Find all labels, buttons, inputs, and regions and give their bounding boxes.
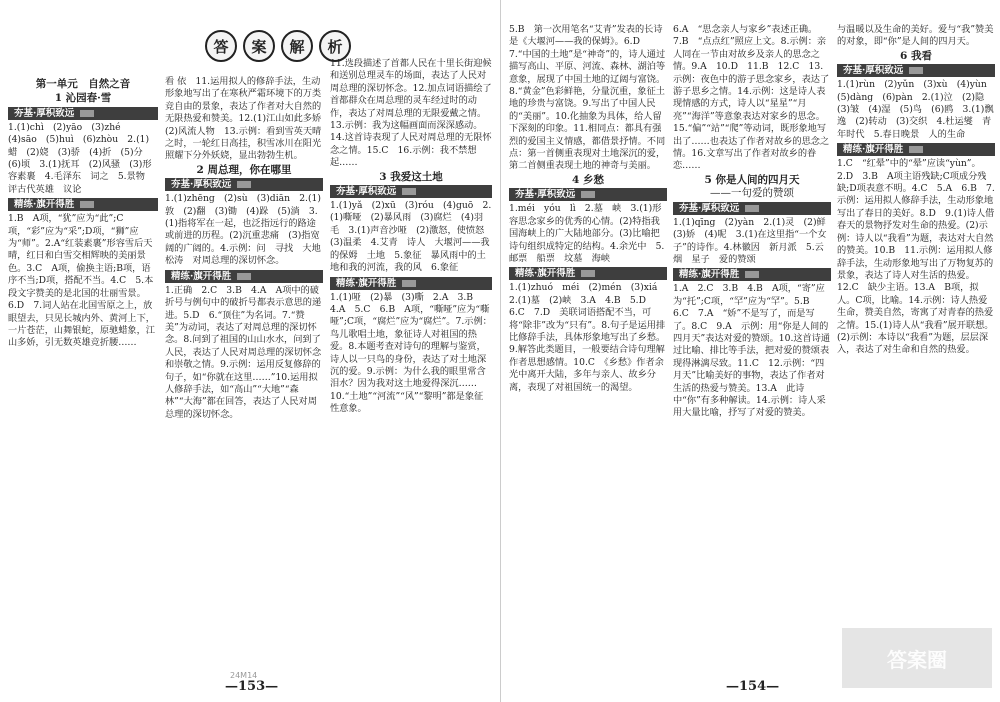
section-header: 精练·旗开得胜 [837, 143, 995, 156]
answer-text: 1.正确 2.C 3.B 4.A A项中的破折号与例句中的破折号都表示意思的递进。5.D 6.“顶住”为名词。7.“赞美”为动词，表达了对周总理的深切怀念。8.问到了祖国的山山水水，问到了人民，表达了人民对周总理的深切怀念和崇敬之情。9.示例：运用反复修辞的句子，如“你就在这里……”10.运用拟人修辞手法，如“高山”“大地”“森林”“大海”都在回答，表达了人民对周总理的深切怀念。 [165, 284, 322, 420]
answer-text: 1.(1)qīng (2)yàn 2.(1)灵 (2)鲜 (3)娇 (4)呢 3.(1)在这里指“一个女子”的诗作。4.林徽因 新月派 5.云烟 星子 爱的赞颂 [673, 216, 835, 265]
answer-text: 1.A 2.C 3.B 4.B A项，“寄”应为“托”;C项，“罕”应为“罕”。5.B 6.C 7.A “娇”不是写了，而是写了。8.C 9.A 示例：用“你是人间的四月天”表达对爱的赞颂。10.这首诗通过比喻、排比等手法，把对爱的赞颂表现得淋漓尽致。11.C 12.示例：“四月天”比喻美好的事物，表达了作者对生活的热爱与赞美。13.A 此诗中“你”有多种解读。14.示例：诗人采用大量比喻，抒写了对爱的赞美。 [673, 283, 831, 419]
section-header: 精练·旗开得胜 [673, 268, 831, 281]
answer-text: 1.B A项，“犹”应为“此”;C项，“彩”应为“采”;D项，“狮”应为“师”。2.A“红装素裹”形容雪后天晴，红日和白雪交相辉映的美丽景色。3.C A项，偷换主语;B项，语序不当;D项，搭配不当。4.C 5.本段文字赞美的是北国的壮丽雪景。6.D 7.词人站在北国雪原之上，放眼望去，只见长城内外、黄河上下，一片苍茫，山舞银蛇，原驰蜡象，江山多娇，引无数英雄竞折腰…… [8, 213, 155, 349]
right-page [500, 0, 1000, 702]
section-header: 精练·旗开得胜 [330, 277, 492, 290]
lesson-subtitle: ——一句爱的赞颂 [710, 187, 794, 200]
unit-title: 第一单元 自然之音 [35, 78, 131, 90]
answer-text: 5.B 第一次用笔名“艾青”发表的长诗是《大堰河——我的保姆》。6.D 7.“中国的土地”是“神奇”的，诗人通过描写高山、平原、河流、森林、湖泊等意象，展现了中国土地的辽阔与富饶。8.“黄金”色彩鲜艳，分量沉重，象征土地的珍贵与富饶。9.写出了中国人民的“美丽”。10.化抽象为具体，给人留下深刻的印象。11.相同点：都具有强烈的爱国主义情感，都借景抒情。不同点：第一首侧重表现对土地深沉的爱，第二首侧重表现土地的神奇与美丽。 [509, 24, 666, 172]
lesson-title: 4 乡愁 [572, 173, 604, 186]
left-column-3 [330, 58, 492, 672]
lesson-title: 3 我爱这土地 [379, 170, 443, 183]
section-header: 精练·旗开得胜 [509, 267, 667, 280]
answer-text: 1.(1)chì (2)yāo (3)zhé (4)sāo (5)huì (6)zhòu 2.(1)蜡 (2)娆 (3)骄 (4)折 (5)分 (6)顷 3.(1)抚耳 (2)风骚 (3)形容素裹 4.毛泽东 词之 5.景物 评古代英雄 议论 [8, 121, 155, 195]
answer-text: 1.(1)zhuó méi (2)mén (3)xiá 2.(1)墓 (2)峡 3.A 4.B 5.D 6.C 7.D 美联词语搭配不当，可将“除非”改为“只有”。8.句子是运用排比修辞手法，具体形象地写出了乡愁。9.解答此类题目，一般要结合诗句理解作者思想感情。10.C 《乡愁》作者余光中离开大陆，多年与亲人、故乡分离，表现了对祖国统一的渴望。 [509, 282, 667, 393]
section-header: 夯基·厚积致远 [165, 178, 323, 191]
page-number: —153— [225, 679, 279, 694]
lesson-title: 1 沁园春·雪 [54, 92, 112, 105]
right-column-2 [673, 24, 835, 672]
section-header: 夯基·厚积致远 [837, 64, 995, 77]
section-header: 夯基·厚积致远 [330, 185, 492, 198]
left-column-1 [8, 76, 158, 672]
answer-text: 1.(1)哑 (2)暴 (3)嘶 2.A 3.B 4.A 5.C 6.B A项，“嘶哑”应为“嘶哑”;C项，“腐烂”应为“腐烂”。7.示例：鸟儿歌唱土地，象征诗人对祖国的热爱。8.本题考查对诗句的理解与鉴赏，诗人以一只鸟的身份，表达了对土地深沉的爱。9.示例：为什么我的眼里常含泪水？因为我对这土地爱得深沉……10.“土地”“河流”“风”“黎明”都是象征性意象。 [330, 291, 492, 415]
section-header: 夯基·厚积致远 [8, 107, 158, 120]
page-number: —154— [726, 679, 780, 694]
answer-text: 1.méi yóu lì 2.墓 峡 3.(1)形容思念家乡的优秀的心情。(2)特指我国海峡上的广大陆地部分。(3)比喻把诗句组织成特定的结构。4.余光中 5.邮票 船票 坟墓 海峡 [509, 203, 665, 264]
banner-char: 案 [243, 30, 275, 62]
banner-char: 析 [319, 30, 351, 62]
left-column-2 [165, 76, 331, 672]
answer-text: 1.(1)yǎ (2)xū (3)róu (4)guō 2.(1)嘶哑 (2)暴风雨 (3)腐烂 (4)羽毛 3.(1)声音沙哑 (2)激怒，使愤怒 (3)温柔 4.艾青 诗人 大堰河——我的保姆 土地 5.象征 暴风雨中的土地和我的河流，我的风 6.象征 [330, 200, 494, 274]
lesson-title: 6 我看 [900, 49, 932, 62]
lesson-title: 5 你是人间的四月天 [704, 173, 800, 186]
section-header: 精练·旗开得胜 [8, 198, 158, 211]
right-column-3 [837, 24, 995, 624]
answer-text: 6.A “思念亲人与家乡”表述正确。7.B “点点红”照应上文。8.示例：亲人同在一节由对故乡及亲人的思念之情。9.A 10.D 11.B 12.C 13.示例：夜色中的游子思念家乡，表达了游子思乡之情。14.示例：这是诗人表现情感的方式，诗人以“星星”“月亮”“海洋”等意象表达对家乡的思念。15.“偏”“站”“爬”等动词，既形象地写出了……也表达了作者对故乡的思念之情。16.文章写出了作者对故乡的眷恋…… [673, 24, 830, 172]
section-header: 精练·旗开得胜 [165, 270, 323, 283]
answer-text: 1.C “红晕”中的“晕”应读“yùn”。2.D 3.B A项主语残缺;C项成分残缺;D项表意不明。4.C 5.A 6.B 7.示例：运用拟人修辞手法，生动形象地写出了春日的美好。8.D 9.(1)诗人借春天的景物抒发对生命的热爱。(2)示例：诗人以“我看”为题，表达对大自然的赞美。10.B 11.示例：运用拟人修辞手法，生动形象地写出了万物复苏的景象，表达了诗人对生活的热爱。12.C 缺少主语。13.A B项，拟人。C项，比喻。14.示例：诗人热爱生命，赞美自然，寄寓了对青春的热爱之情。15.(1)诗人从“我看”展开联想。(2)示例：本诗以“我看”为题，层层深入，表达了对生命和自然的热爱。 [837, 158, 995, 356]
banner-char: 答 [205, 30, 237, 62]
answer-text: 11.选段描述了首都人民在十里长街迎候和送别总理灵车的场面，表达了人民对周总理的深切怀念。12.加点词语描绘了首都群众在周总理的灵车经过时的动作，表达了对周总理的无限爱戴之情。13.示例：我为这幅画面而深深感动。14.这首诗表现了人民对周总理的无限怀念之情。15.C 16.示例：我不禁想起…… [330, 58, 492, 169]
watermark-logo: 答案圈 [842, 628, 992, 688]
answer-text: 1.(1)zhēng (2)sù (3)diān 2.(1)敦 (2)翻 (3)锄 (4)跺 (5)淌 3.(1)指将军在一起，也泛指远行的路途或前进的历程。(2)沉重悲痛 (3)指宽阔的广阔的。4.示例：问 寻找 大地 松涛 对周总理的深切怀念。 [165, 193, 330, 267]
answer-text: 1.(1)rùn (2)yǔn (3)xù (4)yùn (5)dàng (6)pàn 2.(1)泣 (2)隐 (3)皱 (4)湿 (5)鸟 (6)鸥 3.(1)飘逸 (2)转动 (3)交织 4.杜运燮 青年时代 5.春日晚景 人的生命 [837, 79, 996, 140]
banner-char: 解 [281, 30, 313, 62]
lesson-title: 2 周总理，你在哪里 [196, 163, 292, 176]
print-code: 24M14 [230, 671, 258, 680]
answer-text: 看 依 11.运用拟人的修辞手法，生动形象地写出了在寒秋严霜环境下的万类竞自由的景象，表达了作者对大自然的无限热爱和赞美。12.(1)江山如此多娇 (2)风流人物 13.示例：看到雪英天晴之时，一轮红日高挂，积雪冰川在阳光照耀下分外妖娆，显出勃勃生机。 [165, 76, 331, 162]
right-column-1 [509, 24, 667, 672]
answer-text: 与温暖以及生命的美好。爱与“我”赞美的对象，即“你”是人间的四月天。 [837, 24, 994, 48]
section-header: 夯基·厚积致远 [509, 188, 667, 201]
section-header: 夯基·厚积致远 [673, 202, 831, 215]
